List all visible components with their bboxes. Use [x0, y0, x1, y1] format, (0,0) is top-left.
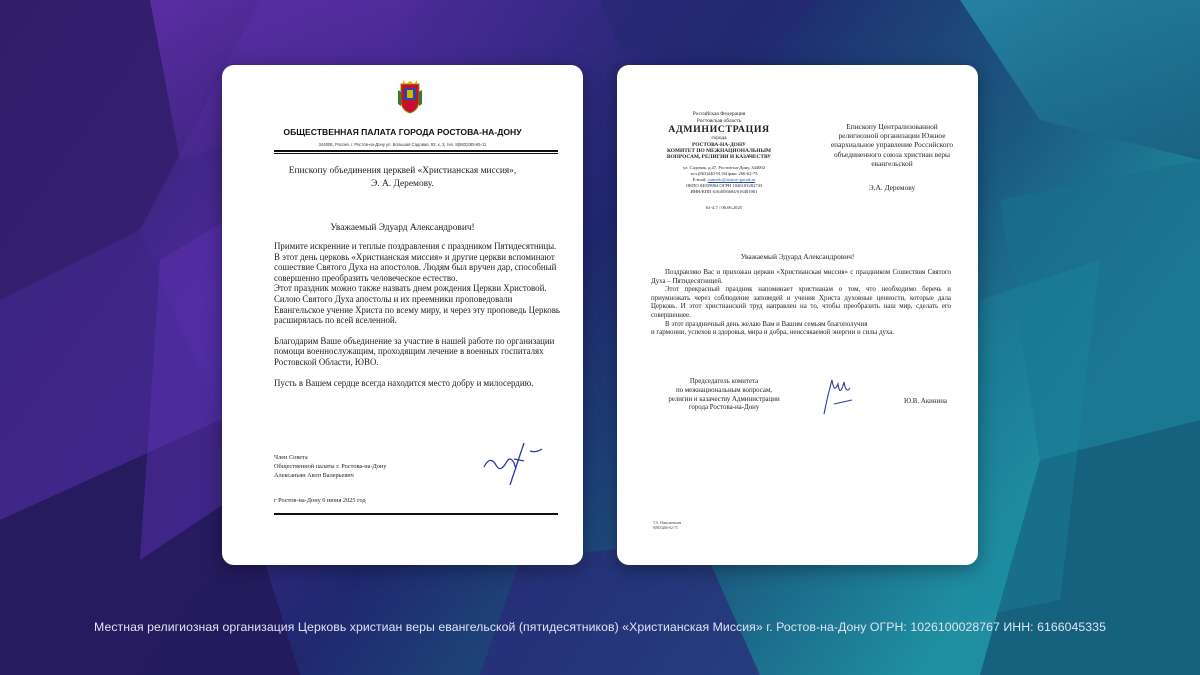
contact-block [669, 165, 779, 195]
greeting: Уважаемый Эдуард Александрович! [330, 223, 475, 233]
addressee-line: Епископу Централизованной [846, 122, 938, 131]
signer-block [649, 378, 799, 413]
header-line: города [711, 135, 727, 141]
header-city: РОСТОВА-НА-ДОНУ [691, 141, 746, 148]
coat-of-arms-icon [398, 80, 422, 114]
paragraph: и гармонии, успехов и здоровья, мира и добра, неиссякаемой энергии и силы духа. [651, 329, 895, 337]
signer-line: Алексаньян Акоп Валерьевич [274, 472, 354, 479]
paragraph: Пусть в Вашем сердце всегда находится место добру и милосердию. [274, 377, 534, 388]
greeting: Уважаемый Эдуард Александрович! [740, 252, 855, 261]
addressee [222, 165, 583, 190]
header-admin: АДМИНИСТРАЦИЯ [668, 124, 770, 135]
paragraph: Примите искренние и теплые поздравления с праздником Пятидесятницы. [274, 241, 557, 251]
addressee-line: объединенного союза христиан веры [833, 149, 951, 159]
signer-line: города Ростова-на-Дону [688, 404, 760, 412]
contact-line: тел.(863)240-91-84 факс 266-62-73 [690, 170, 758, 176]
letter-date: г Ростов-на-Дону 6 июня 2025 год [274, 497, 366, 504]
paragraph: Этот прекрасный праздник напоминает христианам о том, что необходимо беречь и приумножать через соблюдение заповедей и учения Христа духовные ценности, которые дала Церковь. И этот христианский труд направлен на то, чтобы преобразить наш мир, сделать его совершеннее. [651, 286, 951, 319]
addressee-name: Э.А. Деремову [868, 183, 916, 192]
signer-line: по межнациональным вопросам, [675, 386, 773, 394]
executor-note [653, 521, 681, 531]
paragraph: Поздравляю Вас и прихожан церкви «Христианская миссия» с праздником Сошествия Святого Духа – Пятидесятницей. [651, 269, 951, 285]
paragraph: Благодарим Ваше объединение за участие в нашей работе по организации помощи военнослужащим, проходящим лечение в военных госпиталях Ростовской Области, ЮВО. [274, 335, 555, 367]
letter-body [651, 269, 951, 338]
email-link[interactable]: comrelc@rostov-gorod.ru [707, 176, 756, 182]
org-title: ОБЩЕСТВЕННАЯ ПАЛАТА ГОРОДА РОСТОВА-НА-ДОНУ [283, 127, 522, 137]
addressee-line: Э. А. Деремову. [371, 178, 434, 189]
addressee [807, 122, 977, 168]
header-rule [274, 150, 558, 152]
contact-line: ИНН/КПП 6164056684/616401001 [690, 188, 758, 194]
email-label: E-mail: [692, 176, 707, 182]
signer-line: Председатель комитета [689, 378, 759, 385]
footer-rule [274, 513, 558, 515]
header-committee: КОМИТЕТ ПО МЕЖНАЦИОНАЛЬНЫМ [666, 147, 772, 154]
header-line: Ростовская область [696, 117, 742, 124]
administration-header [639, 111, 799, 161]
header-rule-thin [274, 153, 558, 154]
executor-line: 8(863)266-62-73 [653, 525, 678, 530]
paragraph: В этот день церковь «Христианская миссия» и другие церкви вспоминают сошествие Святого Духа на апостолов. Людям был вручен дар, способный совершенно преобразить человеческое естество. [274, 251, 557, 283]
paragraph: Этот праздник можно также назвать днем рождения Церкви Христовой. Силою Святого Духа апостолы и их преемники проповедовали Евангельское учение Христа по всему миру, и через эту проповедь Церковь расширялась по всей вселенной. [274, 283, 560, 326]
reference-number: 61-4.7 / 06.06.2025 [705, 205, 743, 210]
signature-icon [820, 374, 856, 416]
signer-line: Общественной палаты г. Ростова-на-Дону [274, 463, 387, 470]
signer-block [274, 453, 474, 480]
signer-line: Член Совета [274, 454, 308, 461]
header-line: Российская Федерация [692, 111, 746, 117]
addressee-line: евангельской [871, 158, 913, 168]
paragraph: В этот праздничный день желаю Вам и Вашим семьям благополучия [665, 320, 868, 328]
contact-line: ул. Садовая, д.47, Ростов-на-Дону, 344002 [682, 165, 766, 170]
executor-line: Т.А. Николаевская [653, 521, 682, 525]
addressee-line: епархиальное управление Российского [830, 140, 954, 150]
contact-line: ОКПО 04039984 ОГРН 1026103282743 [685, 182, 763, 188]
header-committee: ВОПРОСАМ, РЕЛИГИИ И КАЗАЧЕСТВУ [666, 154, 772, 161]
letter-administration [617, 65, 978, 565]
footer-caption: Местная религиозная организация Церковь христиан веры евангельской (пятидесятников) «Христианская Миссия» г. Ростов-на-Дону ОГРН: 1026100028767 ИНН: 6166045335 [94, 620, 1106, 634]
signer-name: Ю.В. Акинина [904, 398, 947, 405]
signature-icon [480, 439, 546, 489]
letter-public-chamber [222, 65, 583, 565]
org-address: 344006, Россия, г. Ростов-на-Дону ул. Большая Садовая, 93, к. 3, тел. 8(863)285-65-11 [318, 142, 487, 147]
letter-body [274, 241, 560, 398]
addressee-line: Епископу объединения церквей «Христианская миссия», [288, 166, 517, 176]
addressee-line: религиозной организации Южное [838, 131, 946, 141]
signer-line: религии и казачеству Администрации [668, 395, 780, 403]
